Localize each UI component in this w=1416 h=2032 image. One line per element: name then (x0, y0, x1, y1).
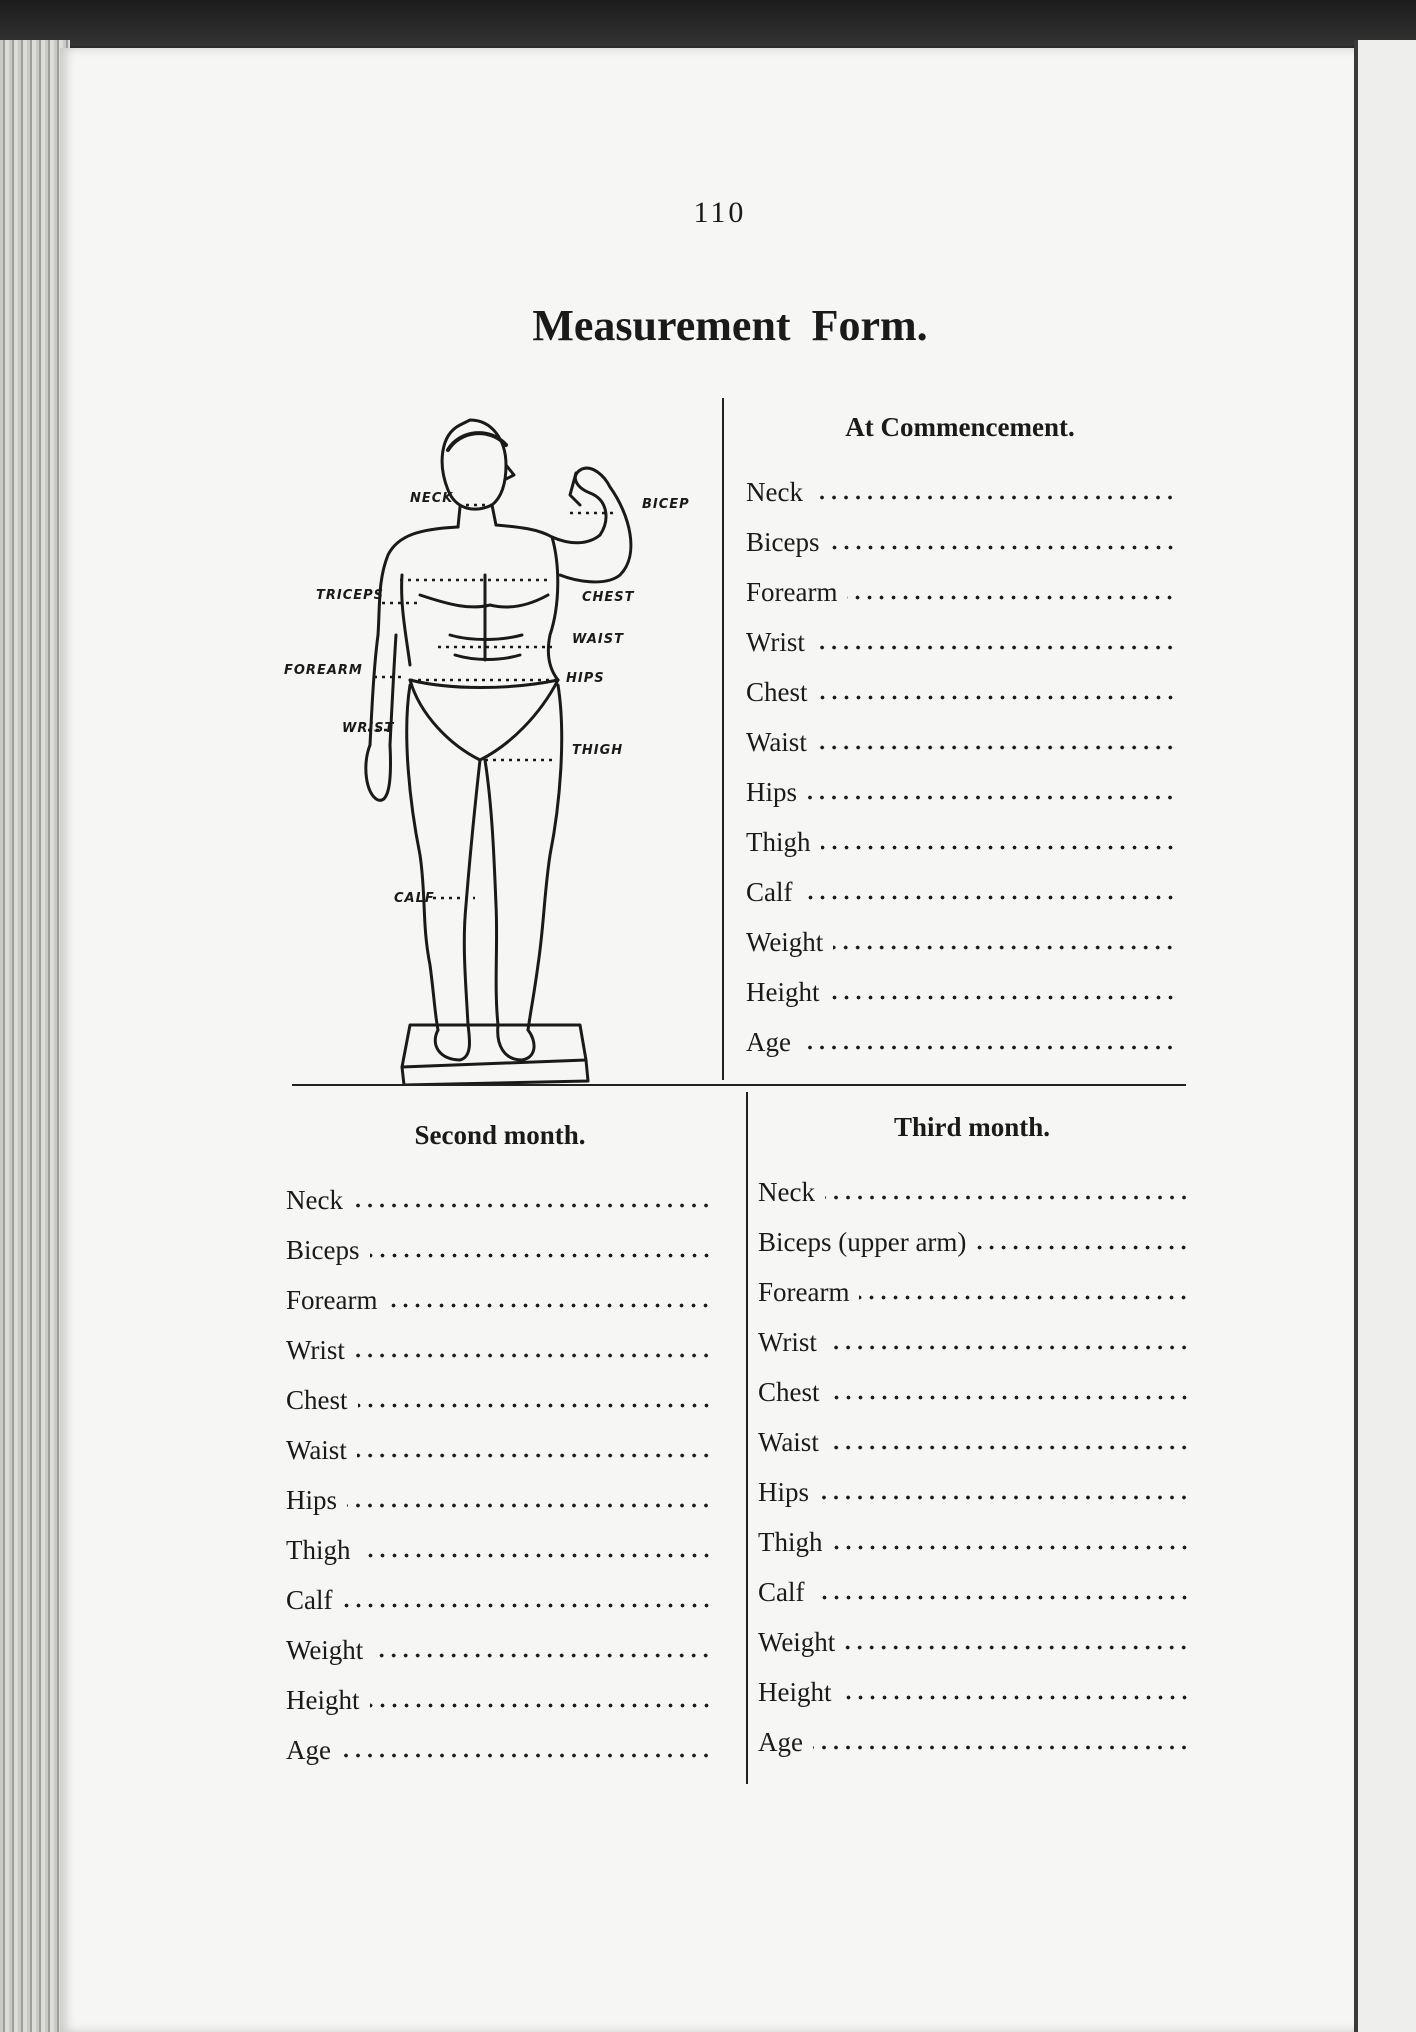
upper-vertical-divider (722, 398, 724, 1080)
fill-in-dotted-line[interactable] (813, 495, 1176, 500)
fill-in-dotted-line[interactable] (358, 1403, 712, 1408)
list-item (758, 1508, 1190, 1558)
page-title: Measurement Form. (532, 301, 928, 350)
list-item (746, 658, 1176, 708)
row-label: Waist (758, 1427, 819, 1457)
commencement-title: At Commencement. (845, 412, 1075, 442)
fill-in-dotted-line[interactable] (845, 1645, 1190, 1650)
list-item (746, 808, 1176, 858)
body-measurement-figure (270, 405, 710, 1085)
list-item (286, 1316, 712, 1366)
figure-label-triceps: TRICEPS (316, 588, 385, 603)
fill-in-dotted-line[interactable] (829, 1445, 1190, 1450)
list-item (286, 1516, 712, 1566)
figure-label-wrist: WRIST (342, 721, 395, 736)
row-label: Wrist (286, 1335, 345, 1365)
list-item (286, 1466, 712, 1516)
figure-label-bicep: BICEP (642, 497, 690, 512)
fill-in-dotted-line[interactable] (859, 1295, 1190, 1300)
fill-in-dotted-line[interactable] (353, 1203, 712, 1208)
fill-in-dotted-line[interactable] (833, 1545, 1191, 1550)
fill-in-dotted-line[interactable] (387, 1303, 712, 1308)
commencement-list (746, 458, 1176, 1058)
list-item (758, 1208, 1190, 1258)
row-label: Thigh (746, 827, 811, 857)
third-month-list (758, 1158, 1190, 1758)
fill-in-dotted-line[interactable] (373, 1653, 712, 1658)
list-item (758, 1558, 1190, 1608)
row-label: Biceps (upper arm) (758, 1227, 967, 1257)
fill-in-dotted-line[interactable] (825, 1195, 1190, 1200)
list-item (758, 1308, 1190, 1358)
row-label: Weight (758, 1627, 836, 1657)
fill-in-dotted-line[interactable] (827, 1345, 1190, 1350)
list-item (758, 1708, 1190, 1758)
list-item (286, 1216, 712, 1266)
fill-in-dotted-line[interactable] (370, 1703, 713, 1708)
list-item (286, 1366, 712, 1416)
list-item (746, 958, 1176, 1008)
list-item (758, 1408, 1190, 1458)
list-item (758, 1458, 1190, 1508)
row-label: Waist (746, 727, 807, 757)
row-label: Calf (286, 1585, 333, 1615)
row-label: Neck (286, 1185, 343, 1215)
list-item (286, 1266, 712, 1316)
row-label: Biceps (286, 1235, 360, 1265)
third-month-title: Third month. (893, 1112, 1051, 1142)
fill-in-dotted-line[interactable] (976, 1245, 1190, 1250)
fill-in-dotted-line[interactable] (807, 795, 1176, 800)
row-label: Forearm (286, 1285, 378, 1315)
fill-in-dotted-line[interactable] (357, 1453, 712, 1458)
lower-vertical-divider (746, 1092, 748, 1784)
list-item (286, 1666, 712, 1716)
row-label: Height (746, 977, 820, 1007)
row-label: Wrist (758, 1327, 817, 1357)
list-item (746, 858, 1176, 908)
row-label: Forearm (746, 577, 838, 607)
row-label: Hips (758, 1477, 810, 1507)
list-item (746, 758, 1176, 808)
row-label: Age (286, 1735, 331, 1765)
fill-in-dotted-line[interactable] (819, 1495, 1190, 1500)
fill-in-dotted-line[interactable] (830, 1395, 1190, 1400)
fill-in-dotted-line[interactable] (355, 1353, 712, 1358)
list-item (286, 1566, 712, 1616)
facing-page-edge (1358, 40, 1416, 2032)
fill-in-dotted-line[interactable] (361, 1553, 713, 1558)
row-label: Thigh (286, 1535, 351, 1565)
figure-label-hips: HIPS (566, 671, 605, 686)
row-label: Chest (746, 677, 808, 707)
list-item (746, 1008, 1176, 1058)
list-item (746, 608, 1176, 658)
row-label: Forearm (758, 1277, 850, 1307)
fill-in-dotted-line[interactable] (818, 695, 1176, 700)
list-item (758, 1608, 1190, 1658)
row-label: Wrist (746, 627, 805, 657)
row-label: Weight (746, 927, 824, 957)
fill-in-dotted-line[interactable] (343, 1603, 713, 1608)
row-label: Neck (746, 477, 803, 507)
list-item (746, 458, 1176, 508)
row-label: Age (746, 1027, 791, 1057)
row-label: Neck (758, 1177, 815, 1207)
fill-in-dotted-line[interactable] (847, 595, 1176, 600)
row-label: Hips (746, 777, 798, 807)
fill-in-dotted-line[interactable] (801, 1045, 1176, 1050)
fill-in-dotted-line[interactable] (817, 745, 1176, 750)
row-label: Biceps (746, 527, 820, 557)
row-label: Chest (286, 1385, 348, 1415)
row-label: Height (286, 1685, 360, 1715)
list-item (746, 508, 1176, 558)
list-item (286, 1616, 712, 1666)
figure-label-calf: CALF (394, 891, 435, 906)
list-item (286, 1166, 712, 1216)
row-label: Age (758, 1727, 803, 1757)
fill-in-dotted-line[interactable] (370, 1253, 713, 1258)
row-label: Calf (746, 877, 793, 907)
fill-in-dotted-line[interactable] (803, 895, 1177, 900)
row-label: Waist (286, 1435, 347, 1465)
list-item (758, 1358, 1190, 1408)
scan-background-top (0, 0, 1416, 46)
fill-in-dotted-line[interactable] (821, 845, 1177, 850)
row-label: Weight (286, 1635, 364, 1665)
row-label: Hips (286, 1485, 338, 1515)
figure-label-waist: WAIST (572, 632, 625, 647)
page-number: 110 (693, 196, 747, 229)
fill-in-dotted-line[interactable] (830, 545, 1177, 550)
horizontal-divider (292, 1084, 1186, 1086)
second-month-list (286, 1166, 712, 1766)
fill-in-dotted-line[interactable] (833, 945, 1176, 950)
row-label: Calf (758, 1577, 805, 1607)
list-item (746, 908, 1176, 958)
row-label: Thigh (758, 1527, 823, 1557)
figure-label-neck: NECK (410, 491, 454, 506)
figure-label-chest: CHEST (582, 590, 635, 605)
fill-in-dotted-line[interactable] (815, 1595, 1191, 1600)
second-month-title: Second month. (414, 1120, 586, 1150)
list-item (758, 1658, 1190, 1708)
row-label: Chest (758, 1377, 820, 1407)
fill-in-dotted-line[interactable] (347, 1503, 712, 1508)
fill-in-dotted-line[interactable] (842, 1695, 1191, 1700)
row-label: Height (758, 1677, 832, 1707)
list-item (746, 708, 1176, 758)
list-item (286, 1416, 712, 1466)
list-item (758, 1158, 1190, 1208)
list-item (286, 1716, 712, 1766)
figure-label-thigh: THIGH (572, 743, 624, 758)
fill-in-dotted-line[interactable] (815, 645, 1176, 650)
list-item (746, 558, 1176, 608)
fill-in-dotted-line[interactable] (341, 1753, 712, 1758)
fill-in-dotted-line[interactable] (813, 1745, 1190, 1750)
list-item (758, 1258, 1190, 1308)
figure-label-forearm: FOREARM (284, 663, 363, 678)
fill-in-dotted-line[interactable] (830, 995, 1177, 1000)
